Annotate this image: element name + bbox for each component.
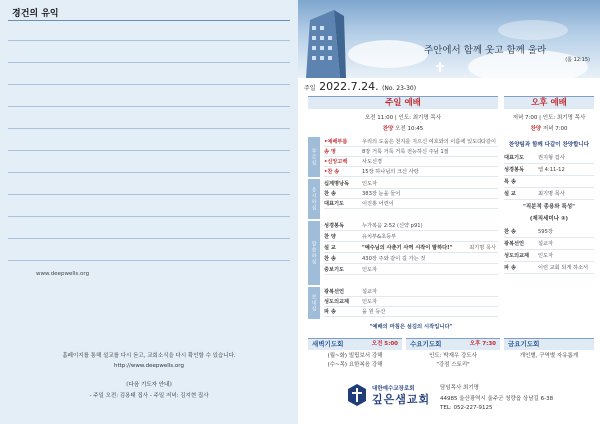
next-prayer-title: 《다음 기도자 안내》 xyxy=(123,382,175,388)
issue-number: (No. 23-30) xyxy=(382,85,417,92)
order-row: 십계명낭독 인도자 xyxy=(324,179,498,189)
date-prefix: 주일 xyxy=(304,85,316,92)
am-hymn-line xyxy=(308,124,498,132)
order-row: •예배부름 우리의 도움은 천지를 지으신 여호와의 이름에 있도다. 다같이 xyxy=(324,139,496,145)
pm-sermon-title: "직분적 종용와 특성" xyxy=(522,204,576,210)
pm-order-row: 성경봉독 엡 4:11-12 xyxy=(504,164,594,176)
section-tag: 응시하심 xyxy=(308,179,320,219)
telephone[interactable]: TEL: 052-227-9125 xyxy=(440,405,493,411)
meeting-wednesday: 수요기도회 오후 7:30 인도: 박재우 강도사 "강점 스토리" xyxy=(406,338,500,364)
pm-order-row: 성도의교제 인도자 xyxy=(504,250,594,262)
order-row: 찬 송 430장 주와 같이 길 가는 것 xyxy=(324,254,498,264)
note-line xyxy=(8,172,290,173)
note-line xyxy=(8,150,290,151)
order-row: 찬 양 유치부&초등부 xyxy=(324,232,498,242)
address: 44985 울산광역시 울주군 청량읍 상남길 6-38 xyxy=(440,396,554,402)
hymn-label: 찬양 xyxy=(530,126,542,132)
pm-order-row: 파 송 이런 교회 되게 하소서 xyxy=(504,262,594,274)
pm-order-row: 설 교 최기명 목사 xyxy=(504,188,594,200)
order-row: 대표기도 이진홍 어린이 xyxy=(324,199,498,209)
note-line xyxy=(8,128,290,129)
pm-series: (제직세미나 ③) xyxy=(529,216,569,222)
right-panel xyxy=(298,0,600,424)
notice-text: 홈페이지를 통해 설교를 다시 듣고, 교회소식을 다시 확인할 수 있습니다. xyxy=(62,353,236,359)
note-line xyxy=(8,238,290,239)
pastor: 담임목사 최기명 xyxy=(440,385,479,391)
order-row: 광복선언 설교자 xyxy=(324,287,498,297)
order-row: 파 송 을 원 등산 xyxy=(324,307,498,317)
church-logo-icon xyxy=(346,383,368,407)
order-row: 중보기도 인도자 xyxy=(324,265,498,275)
order-row: •찬 송 15장 하나님의 크신 사랑 xyxy=(324,167,498,177)
left-panel xyxy=(0,0,298,424)
church-name: 깊은샘교회 xyxy=(372,393,431,406)
section-tag: 부르심 xyxy=(308,137,320,177)
denomination: 대한예수교장로회 xyxy=(372,386,415,392)
note-line xyxy=(8,216,290,217)
order-row: 성도의교제 인도자 xyxy=(324,297,498,307)
hymn-label: 찬양 xyxy=(382,126,394,132)
motto: 주안에서 함께 웃고 함께 울라 xyxy=(424,45,547,56)
hymn-time: 오전 10:45 xyxy=(395,126,424,132)
pm-order-row: 찬 송 595장 xyxy=(504,226,594,238)
section-tag: 말씀하심 xyxy=(308,221,320,285)
order-row: 찬 송 383장 눈을 들어 xyxy=(324,189,498,199)
order-row: 성경봉독 누가복음 2:52 (신약 p91) xyxy=(324,221,498,231)
page-title: 경건의 유익 xyxy=(12,9,59,19)
motto-verse: (롬 12:15) xyxy=(565,57,590,63)
note-line xyxy=(8,62,290,63)
pm-order-row: 광복선언 설교자 xyxy=(504,238,594,250)
date-value: 2022.7.24. xyxy=(319,80,379,93)
hymn-time: 저녁 7:00 xyxy=(542,126,568,132)
section-tag: 보내심 xyxy=(308,287,320,319)
meeting-dawn: 새벽기도회 오전 5:00 (월~화) 빌립보서 강해 (수~목) 요한복음 강해 xyxy=(308,338,402,364)
note-line xyxy=(8,106,290,107)
meeting-friday: 금요기도회 개인별, 구역별 자유롭게 xyxy=(504,338,594,364)
church-building-icon xyxy=(304,6,346,78)
pm-hymn-line xyxy=(504,124,594,132)
note-line xyxy=(8,260,290,261)
notice-url[interactable]: http://www.deepwells.org xyxy=(114,363,184,369)
pm-order-row: 찬양팀과 함께 다같이 찬양합니다 xyxy=(508,142,590,148)
cloud-shape xyxy=(498,20,568,40)
footer xyxy=(298,377,600,424)
am-service-header: 주일 예배 xyxy=(308,96,498,109)
pm-service-header: 오후 예배 xyxy=(504,96,594,109)
order-row: 설 교 "예수님의 사춘기 사역 시작이 말하다!" 최기명 목사 xyxy=(324,245,496,251)
divider xyxy=(8,20,290,21)
am-time-line: 오전 11:00 | 인도: 최기명 목사 xyxy=(364,115,442,121)
pm-order-row: 대표기도 권지형 집사 xyxy=(504,152,594,164)
note-line xyxy=(8,84,290,85)
next-prayer-list: - 주일 오전: 김용태 집사 - 주일 저녁: 김지현 집사 xyxy=(89,393,209,399)
pm-time-line: 저녁 7:00 | 인도: 최기명 목사 xyxy=(512,115,586,121)
order-row: •신앙고백 사도신경 xyxy=(324,157,498,167)
cloud-shape xyxy=(348,40,428,68)
website-url[interactable]: www.deepwells.org xyxy=(36,271,90,277)
service-tagline: "예배의 마침은 섬김의 시작입니다" xyxy=(369,324,453,330)
cross-icon xyxy=(436,62,444,72)
pm-order-row: 특 송 xyxy=(504,176,594,188)
note-line xyxy=(8,194,290,195)
order-row: 송 영 8장 거룩 거룩 거룩 전능하신 주님 1절 xyxy=(324,147,498,157)
note-line xyxy=(8,40,290,41)
hero-banner xyxy=(298,0,600,78)
bulletin-date xyxy=(304,80,416,93)
